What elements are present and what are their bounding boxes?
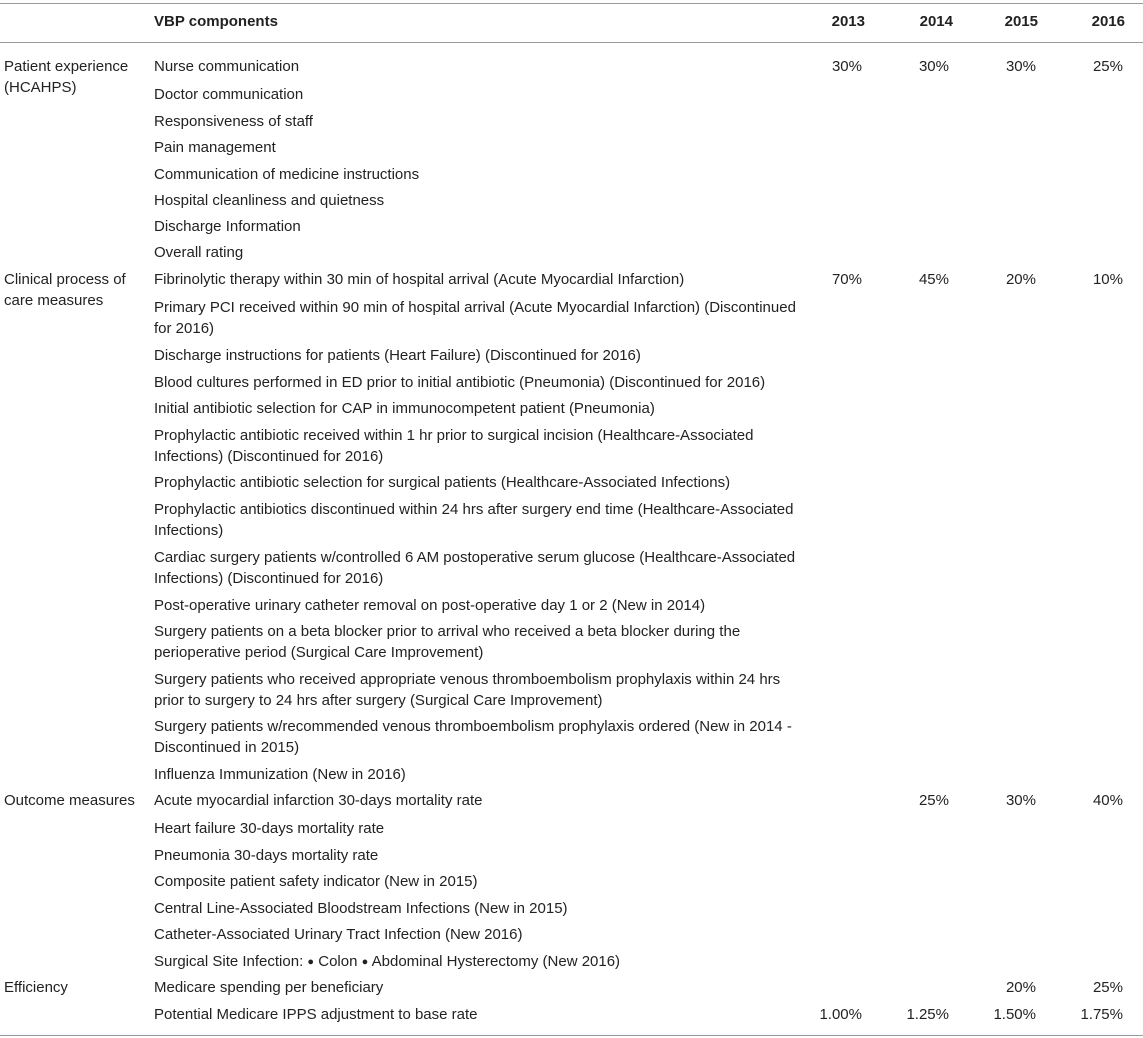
- weight-cell: 25%: [1092, 979, 1123, 996]
- adjustment-value: 1.00%: [819, 1006, 862, 1023]
- weight-cell: 30%: [831, 58, 862, 75]
- table-row: Surgery patients w/recommended venous thromboembolism prophylaxis ordered (New in 2014 - Discontinued in 2015): [154, 718, 792, 756]
- table-bottom-rule: [0, 1035, 1143, 1036]
- table-header-rule: [0, 42, 1143, 43]
- table-row: Cardiac surgery patients w/controlled 6 AM postoperative serum glucose (Healthcare-Associated Infections) (Discontinued for 2016): [154, 549, 796, 587]
- table-row: Overall rating: [154, 244, 244, 261]
- table-row: Doctor communication: [154, 86, 304, 103]
- weight-cell: 45%: [918, 271, 949, 288]
- category-efficiency: Efficiency: [4, 979, 68, 996]
- ssi-hysterectomy: Abdominal Hysterectomy (New 2016): [371, 953, 621, 970]
- category-clinical-process: Clinical process of care measures: [4, 271, 126, 309]
- table-row: Influenza Immunization (New in 2016): [154, 766, 406, 783]
- table-row: Composite patient safety indicator (New in 2015): [154, 873, 478, 890]
- table-row: Nurse communication: [154, 58, 300, 75]
- table-row: Medicare spending per beneficiary: [154, 979, 384, 996]
- table-row: Communication of medicine instructions: [154, 166, 420, 183]
- weight-cell: 10%: [1092, 271, 1123, 288]
- header-year-2016: 2016: [1091, 13, 1125, 30]
- table-row: Pneumonia 30-days mortality rate: [154, 847, 379, 864]
- header-components: VBP components: [154, 13, 278, 30]
- table-row: Central Line-Associated Bloodstream Infections (New in 2015): [154, 900, 568, 917]
- table-row: Surgery patients on a beta blocker prior to arrival who received a beta blocker during the perioperative period (Surgical Care Improvement): [154, 623, 741, 661]
- table-row: Heart failure 30-days mortality rate: [154, 820, 385, 837]
- table-row: Surgery patients who received appropriate venous thromboembolism prophylaxis within 24 hrs prior to surgery to 24 hrs after surgery (Surgical Care Improvement): [154, 671, 781, 709]
- table-row: Prophylactic antibiotic received within 1 hr prior to surgical incision (Healthcare-Associated Infections) (Discontinued for 2016): [154, 427, 754, 465]
- table-row: Blood cultures performed in ED prior to initial antibiotic (Pneumonia) (Discontinued for 2016): [154, 374, 766, 391]
- table-top-rule: [0, 3, 1143, 4]
- ssi-prefix: Surgical Site Infection:: [154, 953, 304, 970]
- bullet-icon: ●: [361, 956, 369, 968]
- category-outcome-measures: Outcome measures: [4, 792, 135, 809]
- adjustment-value: 1.50%: [993, 1006, 1036, 1023]
- header-year-2013: 2013: [831, 13, 865, 30]
- header-year-2014: 2014: [919, 13, 953, 30]
- adjustment-value: 1.25%: [906, 1006, 949, 1023]
- ssi-colon: Colon: [318, 953, 358, 970]
- weight-cell: 40%: [1092, 792, 1123, 809]
- weight-cell: 30%: [918, 58, 949, 75]
- adjustment-label: Potential Medicare IPPS adjustment to base rate: [154, 1006, 478, 1023]
- table-row: Post-operative urinary catheter removal on post-operative day 1 or 2 (New in 2014): [154, 597, 706, 614]
- table-row: Catheter-Associated Urinary Tract Infection (New 2016): [154, 926, 523, 943]
- header-year-2015: 2015: [1004, 13, 1038, 30]
- table-row: Hospital cleanliness and quietness: [154, 192, 385, 209]
- weight-cell: 30%: [1005, 792, 1036, 809]
- table-row: Prophylactic antibiotic selection for surgical patients (Healthcare-Associated Infections): [154, 474, 731, 491]
- category-patient-experience: Patient experience (HCAHPS): [4, 58, 129, 96]
- weight-cell: 30%: [1005, 58, 1036, 75]
- bullet-icon: ●: [307, 956, 315, 968]
- table-row: Prophylactic antibiotics discontinued within 24 hrs after surgery end time (Healthcare-Associated Infections): [154, 501, 794, 539]
- table-row: Responsiveness of staff: [154, 113, 313, 130]
- table-row: Fibrinolytic therapy within 30 min of hospital arrival (Acute Myocardial Infarction): [154, 271, 685, 288]
- table-row: Discharge Information: [154, 218, 301, 235]
- table-row: Acute myocardial infarction 30-days mortality rate: [154, 792, 483, 809]
- weight-cell: 20%: [1005, 271, 1036, 288]
- table-row: Primary PCI received within 90 min of hospital arrival (Acute Myocardial Infarction) (Discontinued for 2016): [154, 299, 796, 337]
- weight-cell: 25%: [918, 792, 949, 809]
- weight-cell: 20%: [1005, 979, 1036, 996]
- table-row-ssi: [154, 951, 804, 973]
- adjustment-value: 1.75%: [1080, 1006, 1123, 1023]
- weight-cell: 70%: [831, 271, 862, 288]
- table-row: Initial antibiotic selection for CAP in immunocompetent patient (Pneumonia): [154, 400, 655, 417]
- table-row: Discharge instructions for patients (Heart Failure) (Discontinued for 2016): [154, 347, 641, 364]
- weight-cell: 25%: [1092, 58, 1123, 75]
- table-row: Pain management: [154, 139, 276, 156]
